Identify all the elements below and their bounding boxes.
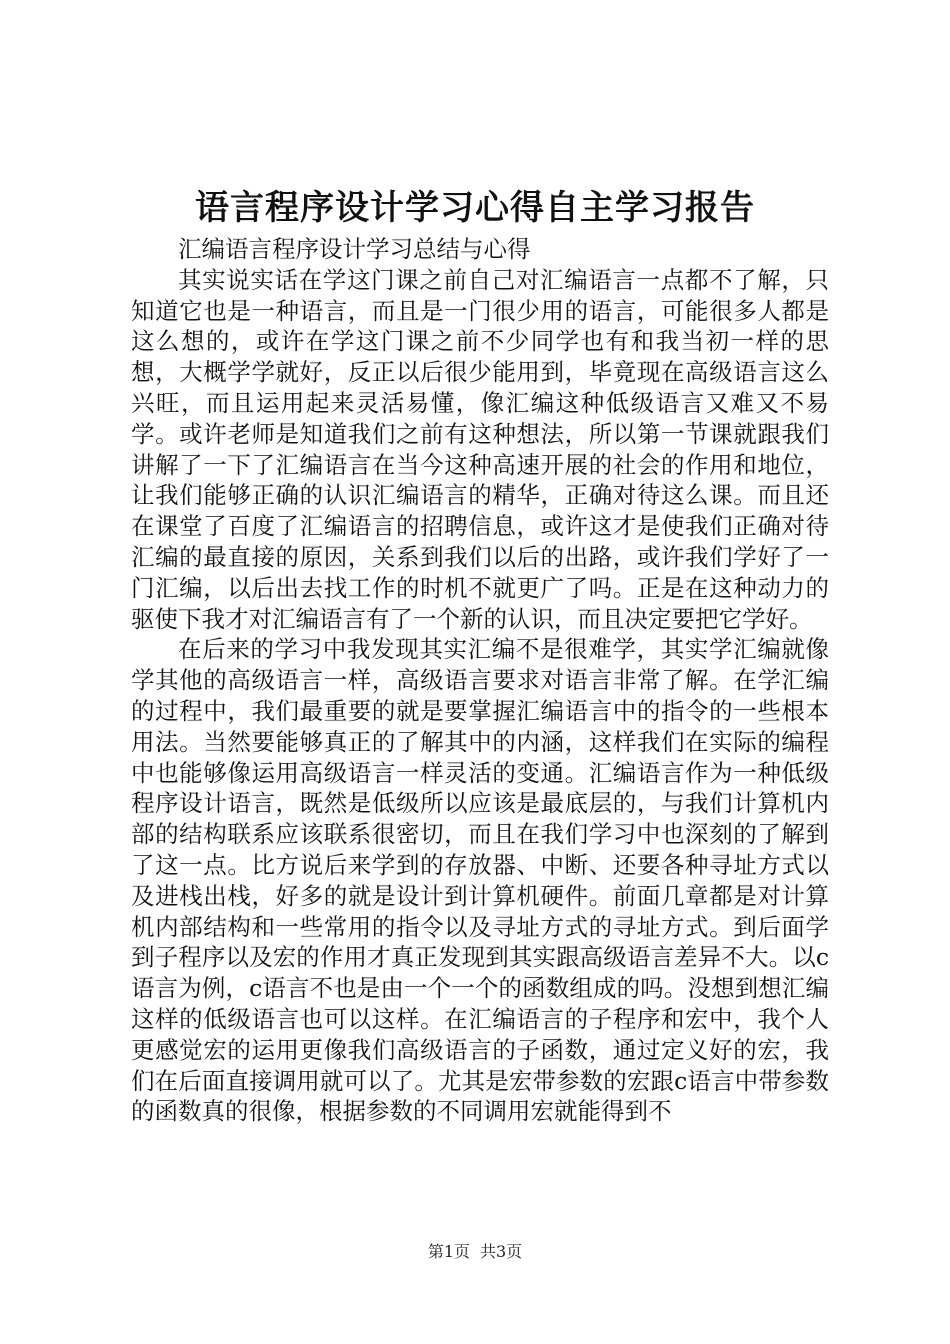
paragraph-2: 在后来的学习中我发现其实汇编不是很难学，其实学汇编就像学其他的高级语言一样，高级语言要求对语言非常了解。在学汇编的过程中，我们最重要的就是要掌握汇编语言中的指令的一些根本用法。当然要能够真正的了解其中的内涵，这样我们在实际的编程中也能够像运用高级语言一样灵活的变通。汇编语言作为一种低级程序设计语言，既然是低级所以应该是最底层的，与我们计算机内部的结构联系应该联系很密切，而且在我们学习中也深刻的了解到了这一点。比方说后来学到的存放器、中断、还要各种寻址方式以及进栈出栈，好多的就是设计到计算机硬件。前面几章都是对计算机内部结构和一些常用的指令以及寻址方式的寻址方式。到后面学到子程序以及宏的作用才真正发现到其实跟高级语言差异不大。以c语言为例，c语言不也是由一个一个的函数组成的吗。没想到想汇编这样的低级语言也可以这样。在汇编语言的子程序和宏中，我个人更感觉宏的运用更像我们高级语言的子函数，通过定义好的宏，我们在后面直接调用就可以了。尤其是宏带参数的宏跟c语言中带参数的函数真的很像，根据参数的不同调用宏就能得到不 — [131, 635, 829, 1126]
paragraph-1: 其实说实话在学这门课之前自己对汇编语言一点都不了解，只知道它也是一种语言，而且是一门很少用的语言，可能很多人都是这么想的，或许在学这门课之前不少同学也有和我当初一样的思想，大概学学就好，反正以后很少能用到，毕竟现在高级语言这么兴旺，而且运用起来灵活易懂，像汇编这种低级语言又难又不易学。或许老师是知道我们之前有这种想法，所以第一节课就跟我们讲解了一下了汇编语言在当今这种高速开展的社会的作用和地位，让我们能够正确的认识汇编语言的精华，正确对待这么课。而且还在课堂了百度了汇编语言的招聘信息，或许这才是使我们正确对待汇编的最直接的原因，关系到我们以后的出路，或许我们学好了一门汇编，以后出去找工作的时机不就更广了吗。正是在这种动力的驱使下我才对汇编语言有了一个新的认识，而且决定要把它学好。 — [131, 265, 829, 633]
subtitle-line: 汇编语言程序设计学习总结与心得 — [178, 235, 531, 263]
document-title: 语言程序设计学习心得自主学习报告 — [195, 188, 755, 228]
page-footer — [0, 1240, 950, 1264]
document-body — [131, 234, 829, 1127]
page-total: 共3页 — [480, 1242, 523, 1261]
page-number: 第1页 — [427, 1242, 470, 1261]
